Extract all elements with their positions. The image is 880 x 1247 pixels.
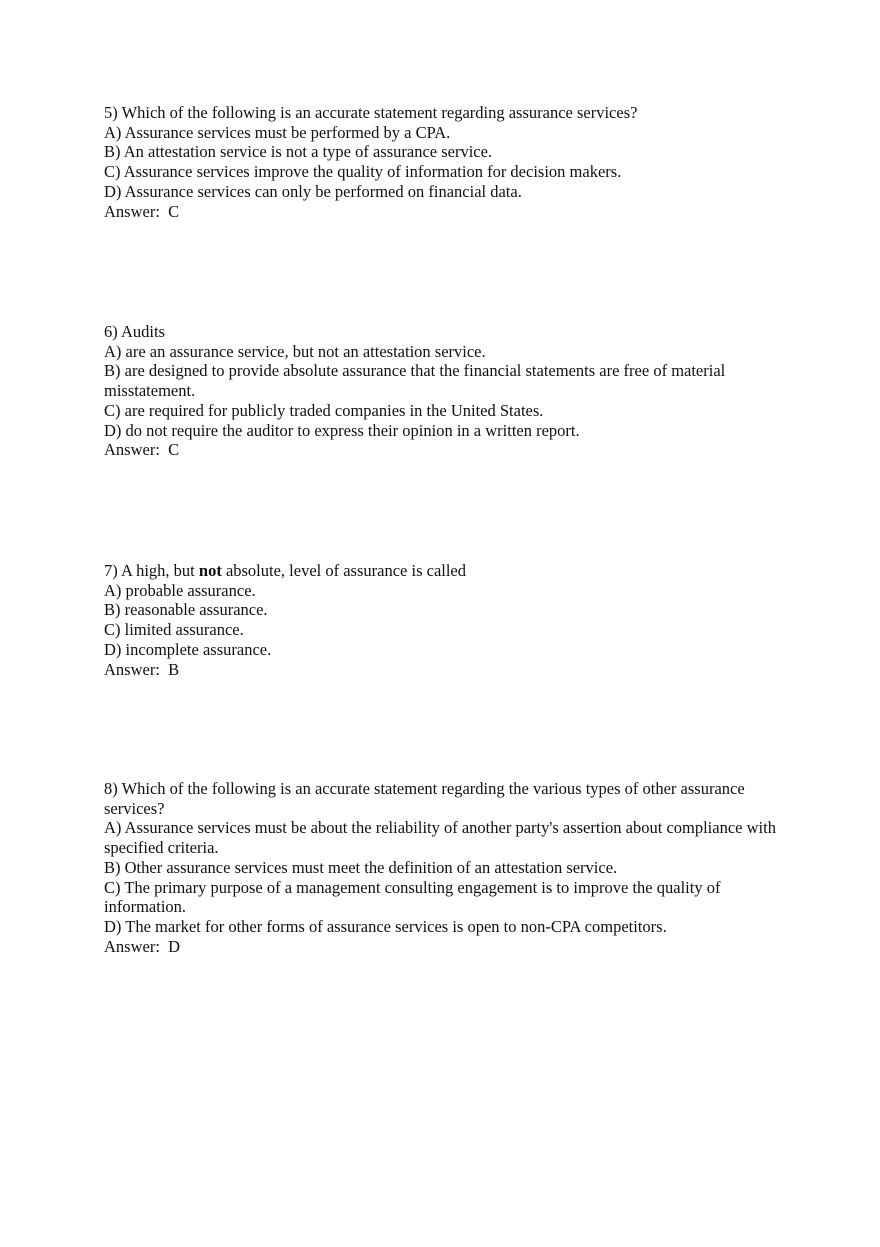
option-c: C) Assurance services improve the quality of information for decision makers. (104, 162, 622, 182)
answer-value: C (168, 201, 180, 221)
option-d: D) Assurance services can only be performed on financial data. (104, 181, 522, 201)
answer-value: D (168, 936, 181, 956)
option-c: C) limited assurance. (104, 620, 244, 640)
option-a: A) Assurance services must be about the reliability of another party's assertion about compliance with specified criteria. (104, 818, 776, 858)
option-c: C) The primary purpose of a management consulting engagement is to improve the quality of information. (104, 877, 721, 917)
question-stem-emphasis: not (198, 561, 222, 580)
question-7 (104, 561, 784, 679)
option-a: A) are an assurance service, but not an attestation service. (104, 341, 486, 361)
question-stem: 6) Audits (104, 322, 165, 341)
question-8 (104, 779, 784, 956)
option-d: D) do not require the auditor to express their opinion in a written report. (104, 420, 580, 440)
option-b: B) An attestation service is not a type of assurance service. (104, 142, 493, 162)
option-b: B) are designed to provide absolute assurance that the financial statements are free of material misstatement. (104, 361, 726, 401)
answer-label: Answer: (104, 659, 169, 679)
answer-value: B (168, 659, 180, 679)
option-b: B) reasonable assurance. (104, 600, 268, 620)
answer-line (104, 937, 784, 957)
answer-line (104, 660, 784, 680)
question-6 (104, 322, 784, 460)
answer-label: Answer: (104, 201, 169, 221)
question-stem-before: 7) A high, but (104, 561, 199, 580)
answer-value: C (168, 440, 180, 460)
option-c: C) are required for publicly traded companies in the United States. (104, 400, 544, 420)
question-stem (104, 561, 784, 581)
question-stem: 5) Which of the following is an accurate statement regarding assurance services? (104, 103, 638, 122)
answer-line (104, 202, 784, 222)
option-b: B) Other assurance services must meet the definition of an attestation service. (104, 857, 618, 877)
question-stem-after: absolute, level of assurance is called (221, 561, 467, 580)
question-stem: 8) Which of the following is an accurate statement regarding the various types of other assurance services? (104, 779, 745, 818)
answer-label: Answer: (104, 440, 169, 460)
option-d: D) incomplete assurance. (104, 639, 272, 659)
option-a: A) Assurance services must be performed by a CPA. (104, 122, 451, 142)
question-5 (104, 103, 784, 221)
answer-label: Answer: (104, 936, 169, 956)
answer-line (104, 440, 784, 460)
option-d: D) The market for other forms of assurance services is open to non-CPA competitors. (104, 916, 667, 936)
option-a: A) probable assurance. (104, 580, 256, 600)
